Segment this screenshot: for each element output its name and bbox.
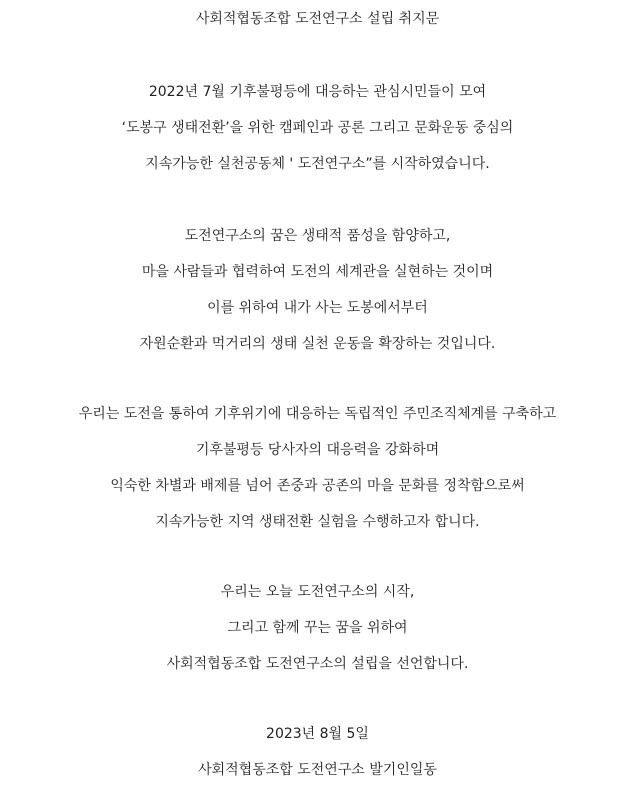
- paragraph-2-line-1: 도전연구소의 꿈은 생태적 품성을 함양하고,: [184, 228, 451, 244]
- signature-line: 사회적협동조합 도전연구소 발기인일동: [198, 762, 437, 778]
- paragraph-1-line-3: 지속가능한 실천공동체 ' 도전연구소”를 시작하였습니다.: [145, 156, 490, 172]
- paragraph-4-line-3: 사회적협동조합 도전연구소의 설립을 선언합니다.: [166, 656, 469, 672]
- paragraph-3-line-1: 우리는 도전을 통하여 기후위기에 대응하는 독립적인 주민조직체계를 구축하고: [78, 406, 557, 422]
- paragraph-4-line-1: 우리는 오늘 도전연구소의 시작,: [220, 584, 415, 600]
- paragraph-1-line-1: 2022년 7월 기후불평등에 대응하는 관심시민들이 모여: [148, 84, 487, 100]
- paragraph-1-line-2: ‘도봉구 생태전환’을 위한 캠페인과 공론 그리고 문화운동 중심의: [121, 120, 514, 136]
- paragraph-3-line-3: 익숙한 차별과 배제를 넘어 존중과 공존의 마을 문화를 정착함으로써: [110, 478, 525, 494]
- declaration-date: 2023년 8월 5일: [266, 726, 369, 742]
- paragraph-2-line-4: 자원순환과 먹거리의 생태 실천 운동을 확장하는 것입니다.: [139, 336, 496, 352]
- paragraph-2-line-2: 마을 사람들과 협력하여 도전의 세계관을 실현하는 것이며: [141, 264, 494, 280]
- paragraph-3-line-4: 지속가능한 지역 생태전환 실험을 수행하고자 합니다.: [155, 514, 480, 530]
- paragraph-2-line-3: 이를 위하여 내가 사는 도봉에서부터: [207, 300, 428, 316]
- paragraph-3-line-2: 기후불평등 당사자의 대응력을 강화하며: [195, 442, 440, 458]
- document-title: 사회적협동조합 도전연구소 설립 취지문: [195, 11, 440, 27]
- paragraph-4-line-2: 그리고 함께 꾸는 꿈을 위하여: [227, 620, 408, 636]
